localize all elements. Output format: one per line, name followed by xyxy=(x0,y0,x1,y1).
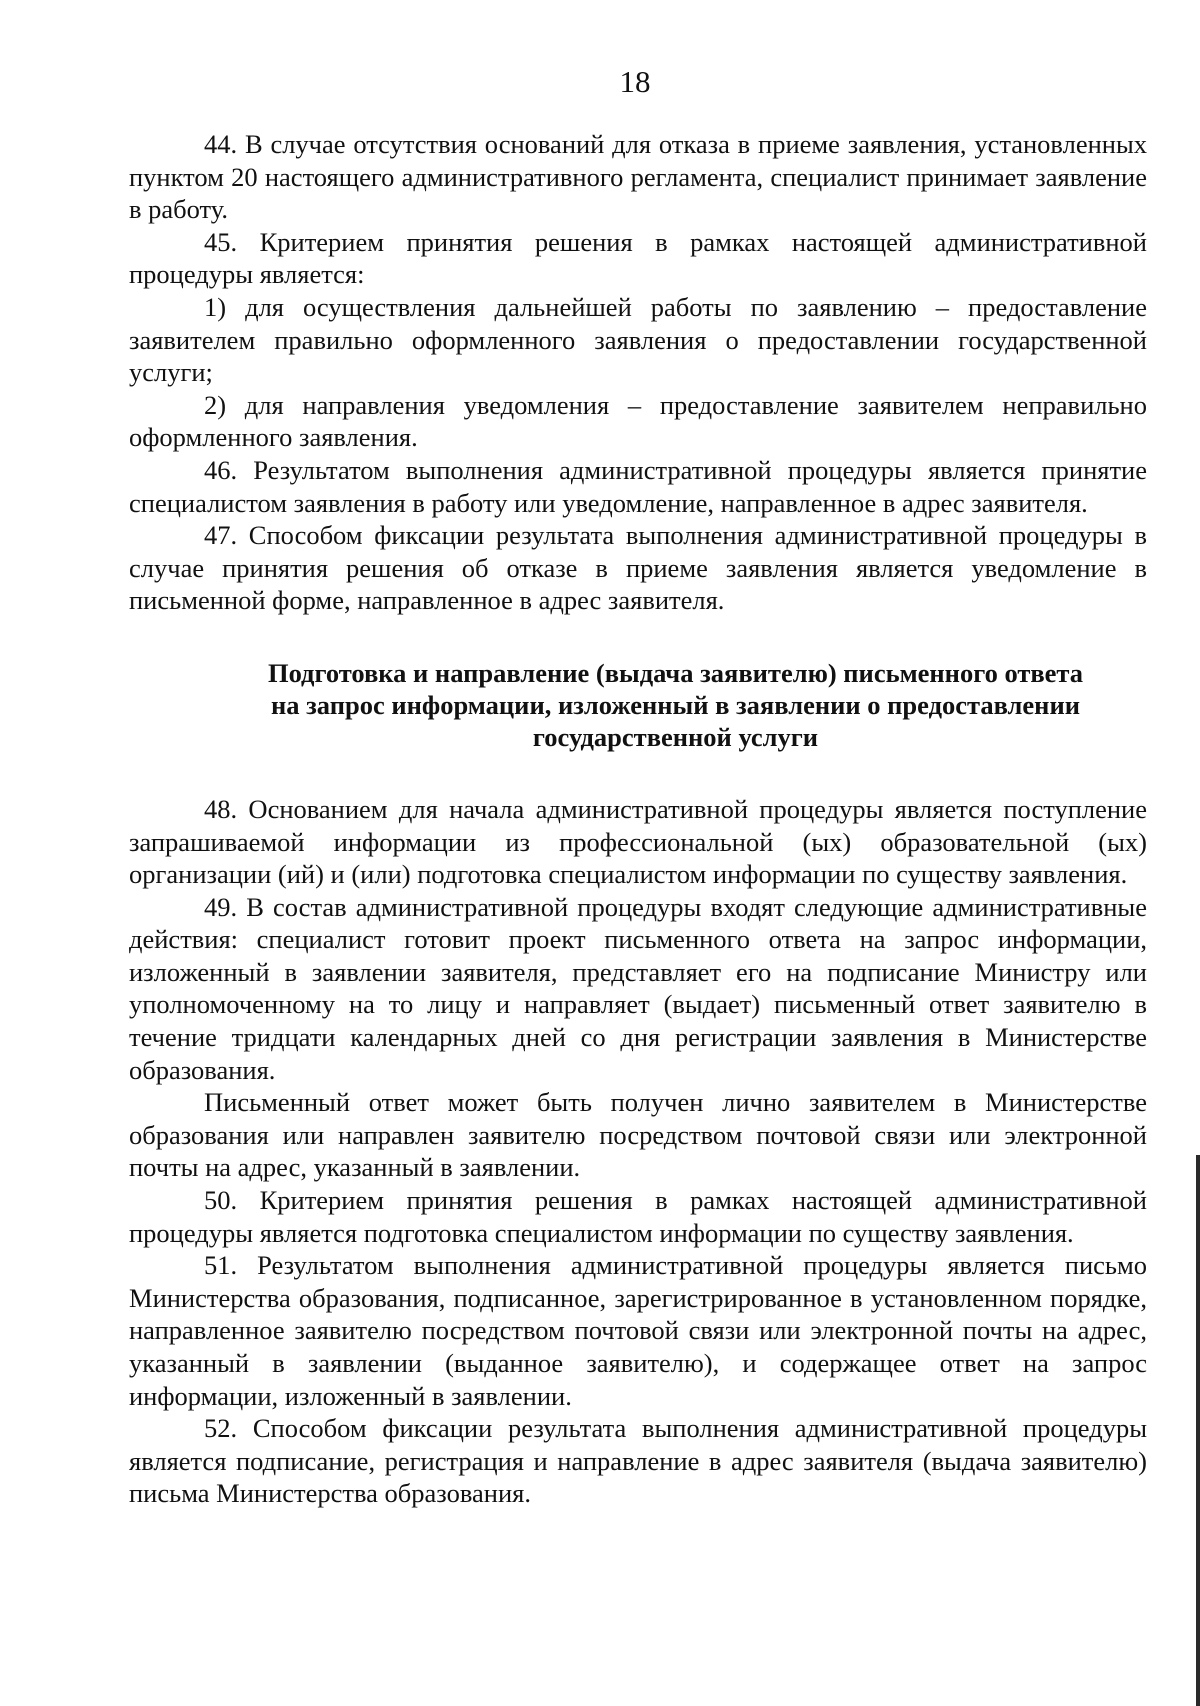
paragraph-47: 47. Способом фиксации результата выполнения административной процедуры в случае принятия решения об отказе в приеме заявления является уведомление в письменной форме, направленное в адрес заявителя. xyxy=(129,520,1147,616)
paragraph-49-continued: Письменный ответ может быть получен лично заявителем в Министерстве образования или направлен заявителю посредством почтовой связи или электронной почты на адрес, указанный в заявлении. xyxy=(129,1087,1147,1183)
paragraph-49: 49. В состав административной процедуры входят следующие административные действия: специалист готовит проект письменного ответа на запрос информации, изложенный в заявлении заявителя, представляет его на подписание Министру или уполномоченному на то лицу и направляет (выдает) письменный ответ заявителю в течение тридцати календарных дней со дня регистрации заявления в Министерстве образования. xyxy=(129,891,1147,1085)
section-heading-line-2: на запрос информации, изложенный в заявлении о предоставлении xyxy=(271,689,1080,720)
page-number: 18 xyxy=(619,64,651,99)
paragraph-50: 50. Критерием принятия решения в рамках настоящей административной процедуры является подготовка специалистом информации по существу заявления. xyxy=(129,1185,1147,1248)
paragraph-52: 52. Способом фиксации результата выполнения административной процедуры является подписание, регистрация и направление в адрес заявителя (выдача заявителю) письма Министерства образования. xyxy=(129,1413,1147,1509)
section-heading-line-3: государственной услуги xyxy=(532,721,819,752)
section-heading xyxy=(129,657,1147,753)
paragraph-46: 46. Результатом выполнения административной процедуры является принятие специалистом заявления в работу или уведомление, направленное в адрес заявителя. xyxy=(129,454,1147,518)
paragraph-45-item-1: 1) для осуществления дальнейшей работы по заявлению – предоставление заявителем правильно оформленного заявления о предоставлении государственной услуги; xyxy=(129,291,1147,388)
paragraph-45-item-2: 2) для направления уведомления – предоставление заявителем неправильно оформленного заявления. xyxy=(129,389,1147,453)
paragraph-51: 51. Результатом выполнения административной процедуры является письмо Министерства образования, подписанное, зарегистрированное в установленном порядке, направленное заявителю посредством почтовой связи или электронной почты на адрес, указанный в заявлении (выданное заявителю), и содержащее ответ на запрос информации, изложенный в заявлении. xyxy=(129,1250,1147,1411)
paragraph-48: 48. Основанием для начала административной процедуры является поступление запрашиваемой информации из профессиональной (ых) образовательной (ых) организации (ий) и (или) подготовка специалистом информации по существу заявления. xyxy=(129,793,1147,890)
document-body xyxy=(129,128,1147,1510)
paragraph-44: 44. В случае отсутствия оснований для отказа в приеме заявления, установленных пунктом 20 настоящего административного регламента, специалист принимает заявление в работу. xyxy=(129,129,1147,225)
paragraph-45: 45. Критерием принятия решения в рамках настоящей административной процедуры является: xyxy=(129,226,1147,290)
scan-edge-shadow xyxy=(1196,1155,1200,1706)
section-heading-line-1: Подготовка и направление (выдача заявителю) письменного ответа xyxy=(267,657,1084,688)
